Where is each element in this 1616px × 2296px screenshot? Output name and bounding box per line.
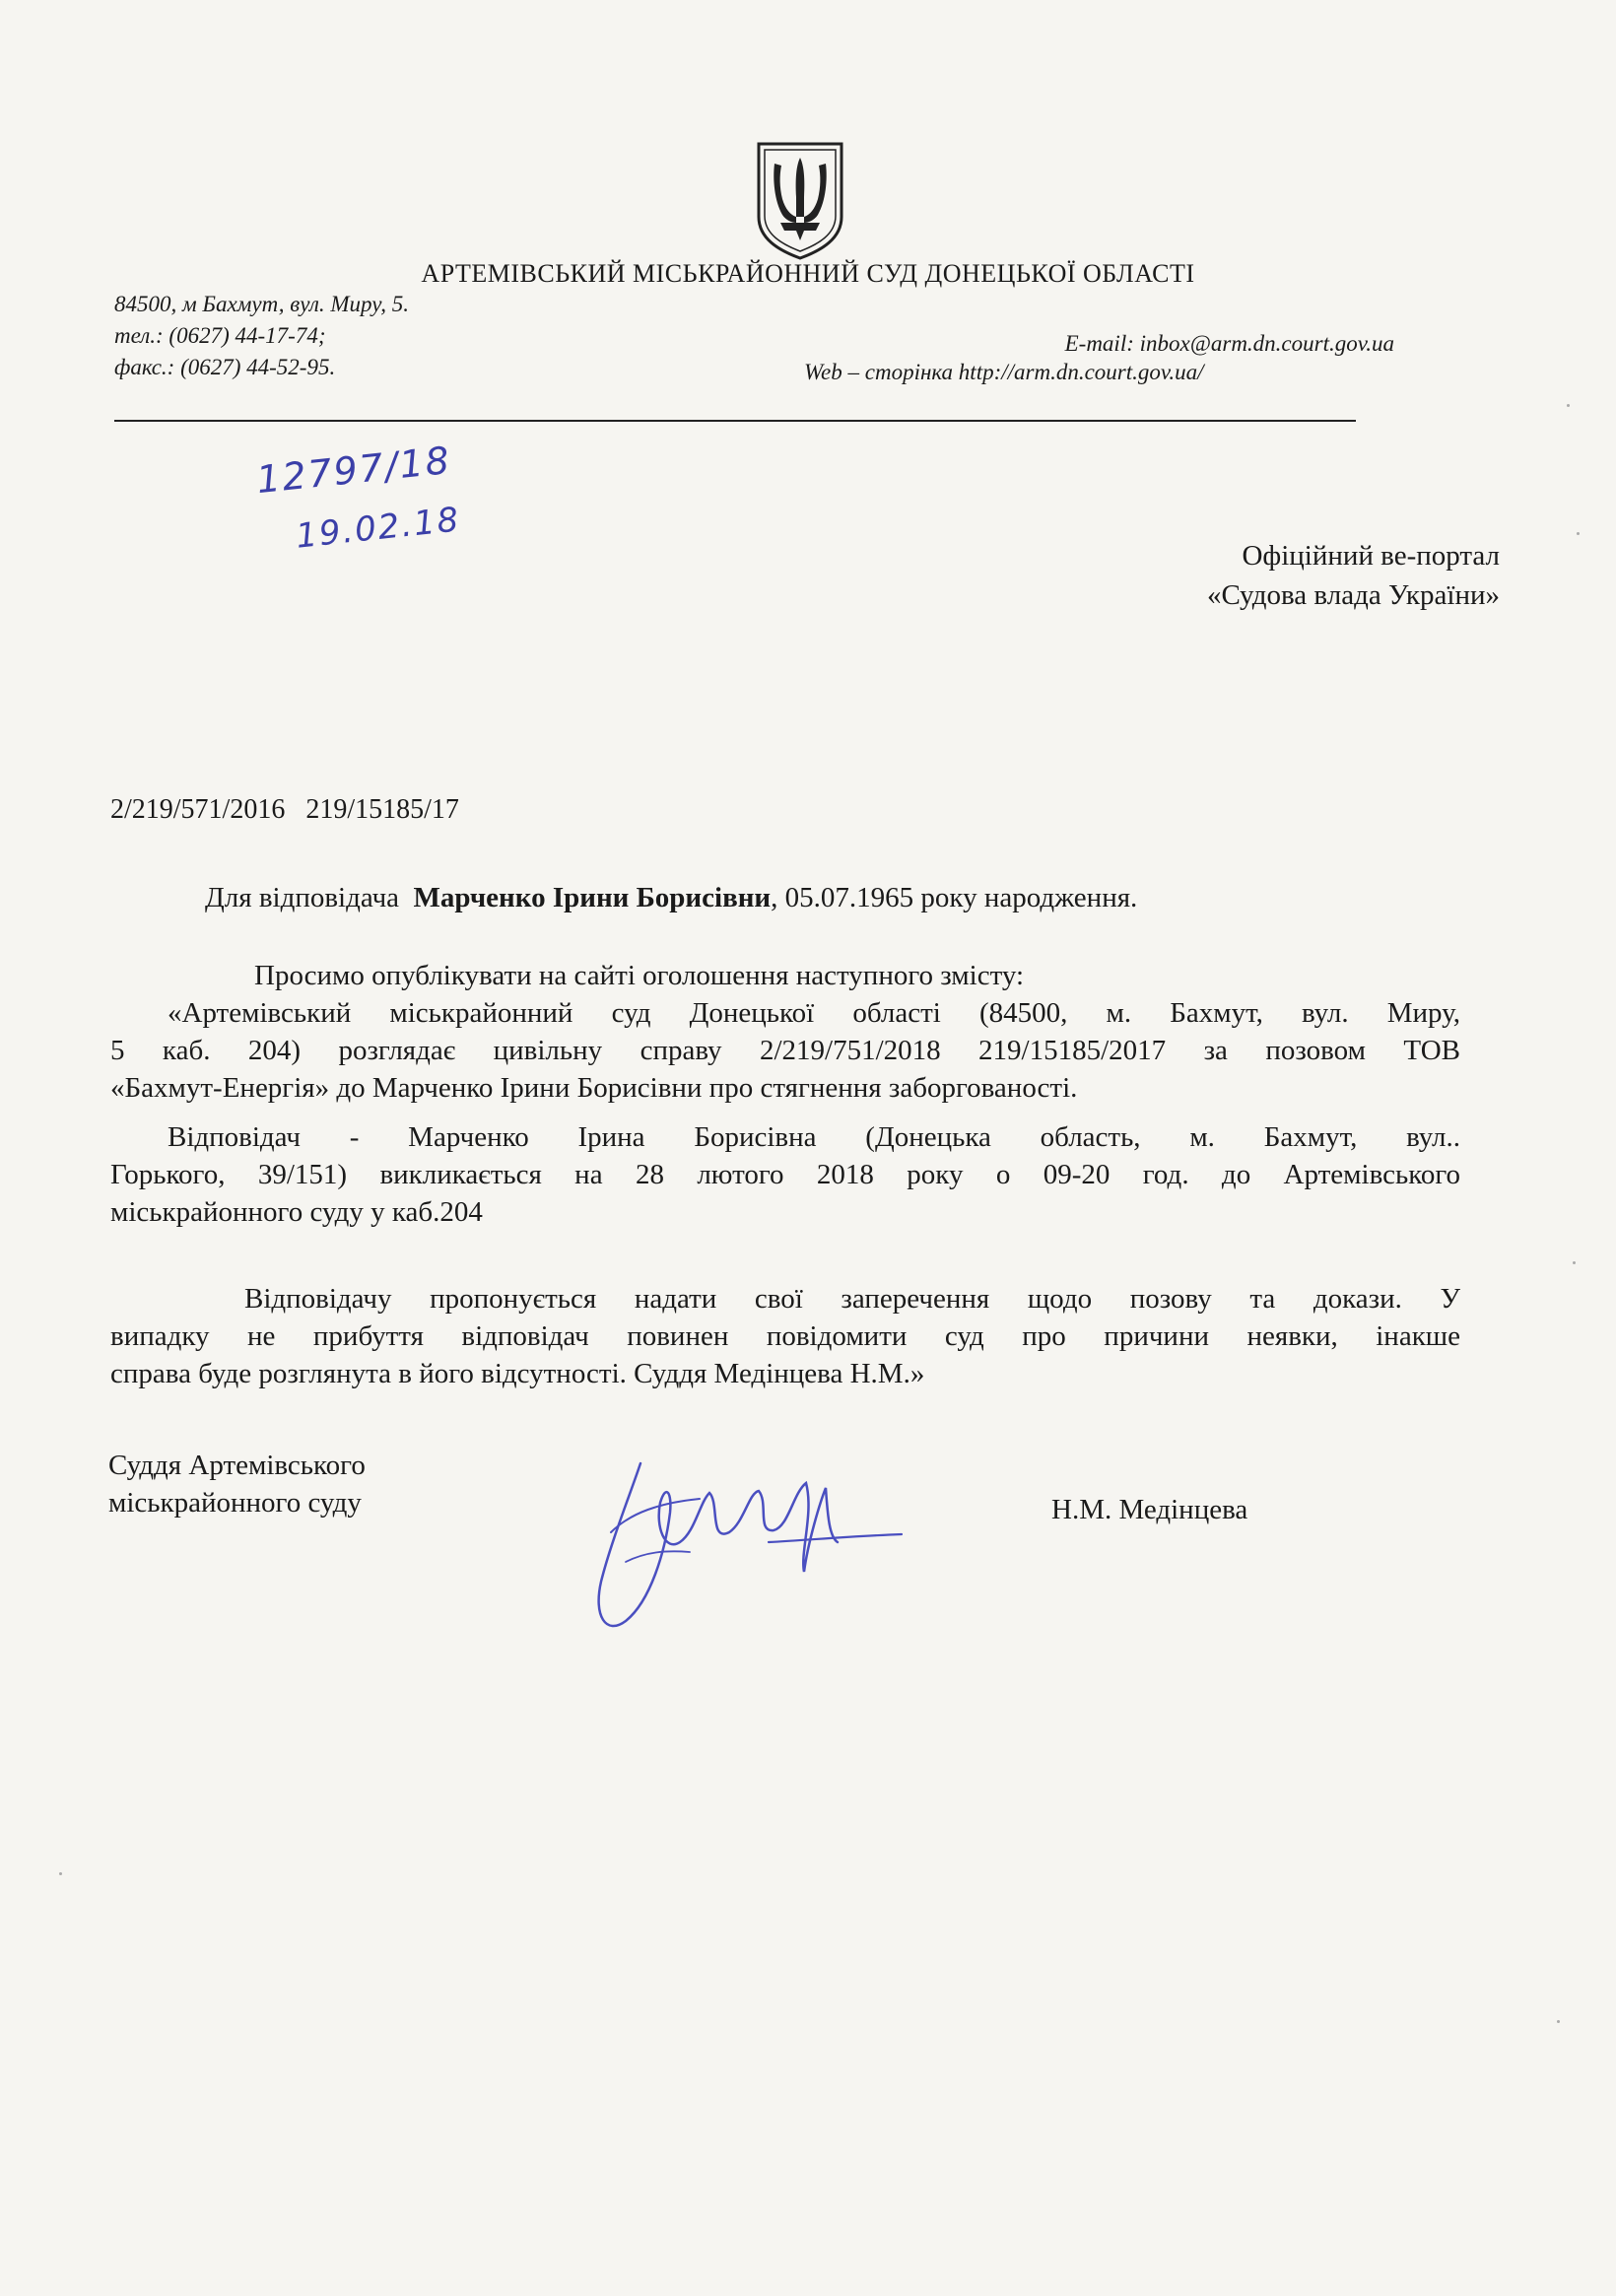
request-intro: Просимо опублікувати на сайті оголошення наступного змісту: (254, 960, 1025, 991)
coat-of-arms-icon (753, 140, 847, 262)
notice-p3-line-1: Відповідачу пропонується надати свої заперечення щодо позову та докази. У (244, 1283, 1460, 1315)
recipient-line-1: Офіційний ве-портал (1242, 540, 1500, 572)
court-name: АРТЕМІВСЬКИЙ МІСЬКРАЙОННИЙ СУД ДОНЕЦЬКОЇ ОБЛАСТІ (421, 259, 1195, 288)
handwritten-signature (572, 1434, 907, 1651)
court-phone: тел.: (0627) 44-17-74; (114, 323, 326, 348)
addressee-suffix: , 05.07.1965 року народження. (771, 882, 1138, 913)
header-divider (114, 420, 1356, 422)
addressee-line (205, 879, 1137, 916)
court-website: Web – сторінка http://arm.dn.court.gov.ua/ (804, 360, 1204, 384)
case-numbers: 2/219/571/2016 219/15185/17 (110, 794, 459, 825)
court-email: E-mail: inbox@arm.dn.court.gov.ua (1064, 331, 1394, 356)
addressee-prefix: Для відповідача (205, 882, 400, 913)
handwritten-reg-number: 12797/18 (254, 438, 453, 503)
court-address: 84500, м Бахмут, вул. Миру, 5. (114, 292, 410, 316)
notice-p2-line-3: міськрайонного суду у каб.204 (110, 1196, 483, 1228)
addressee-name: Марченко Ірини Борисівни (413, 882, 772, 913)
notice-p1-line-2: 5 каб. 204) розглядає цивільну справу 2/219/751/2018 219/15185/2017 за позовом ТОВ (110, 1035, 1460, 1066)
recipient-line-2: «Судова влада України» (1206, 579, 1500, 611)
signatory-title-line-2: міськрайонного суду (108, 1487, 362, 1519)
signatory-name: Н.М. Медінцева (1051, 1494, 1248, 1525)
notice-p2-line-1: Відповідач - Марченко Ірина Борисівна (Донецька область, м. Бахмут, вул.. (168, 1121, 1460, 1153)
notice-p1-line-3: «Бахмут-Енергія» до Марченко Ірини Борисівни про стягнення заборгованості. (110, 1072, 1078, 1104)
signatory-title-line-1: Суддя Артемівського (108, 1450, 366, 1481)
notice-p1-line-1: «Артемівський міськрайонний суд Донецької області (84500, м. Бахмут, вул. Миру, (168, 997, 1460, 1029)
court-fax: факс.: (0627) 44-52-95. (114, 355, 336, 379)
notice-p3-line-2: випадку не прибуття відповідач повинен повідомити суд про причини неявки, інакше (110, 1320, 1460, 1352)
notice-p3-line-3: справа буде розглянута в його відсутності. Суддя Медінцева Н.М.» (110, 1358, 925, 1389)
notice-p2-line-2: Горького, 39/151) викликається на 28 лютого 2018 року о 09-20 год. до Артемівського (110, 1159, 1460, 1190)
signatory-title (108, 1447, 366, 1521)
handwritten-reg-date: 19.02.18 (294, 500, 463, 557)
